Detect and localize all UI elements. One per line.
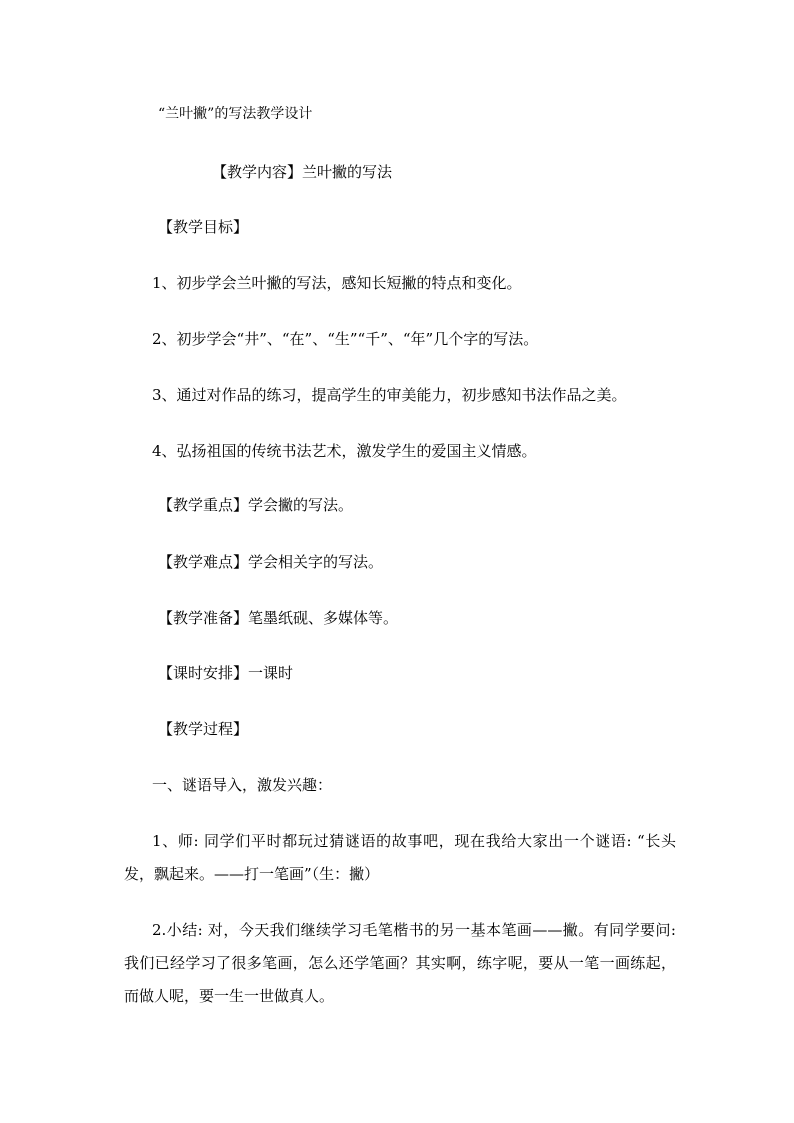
goal-item: 3、通过对作品的练习，提高学生的审美能力，初步感知书法作品之美。 xyxy=(152,386,627,404)
schedule: 【课时安排】一课时 xyxy=(158,664,294,682)
goal-heading: 【教学目标】 xyxy=(158,218,249,236)
goal-item: 1、初步学会兰叶撇的写法，感知长短撇的特点和变化。 xyxy=(152,274,522,292)
paragraph: 1、师: 同学们平时都玩过猜谜语的故事吧，现在我给大家出一个谜语: “长头发，飘起来。——打一笔画”（生：撇） xyxy=(124,832,676,883)
goal-item: 4、弘扬祖国的传统书法艺术，激发学生的爱国主义情感。 xyxy=(152,442,537,460)
key-point: 【教学重点】学会撇的写法。 xyxy=(158,496,354,514)
teaching-content: 【教学内容】兰叶撇的写法 xyxy=(212,163,393,181)
section-heading: 一、谜语导入，激发兴趣： xyxy=(152,776,333,794)
goal-item: 2、初步学会“井”、“在”、“生”“千”、“年”几个字的写法。 xyxy=(152,330,539,348)
difficulty: 【教学难点】学会相关字的写法。 xyxy=(158,553,384,571)
preparation: 【教学准备】笔墨纸砚、多媒体等。 xyxy=(158,609,399,627)
document-title: “兰叶撇”的写法教学设计 xyxy=(158,106,313,122)
process-heading: 【教学过程】 xyxy=(158,720,249,738)
paragraph: 2.小结: 对，今天我们继续学习毛笔楷书的另一基本笔画——撇。有同学要问: 我们已经学习了很多笔画，怎么还学笔画？其实啊，练字呢，要从一笔一画练起，而做人呢，要一生一世做真人。 xyxy=(124,921,676,1005)
